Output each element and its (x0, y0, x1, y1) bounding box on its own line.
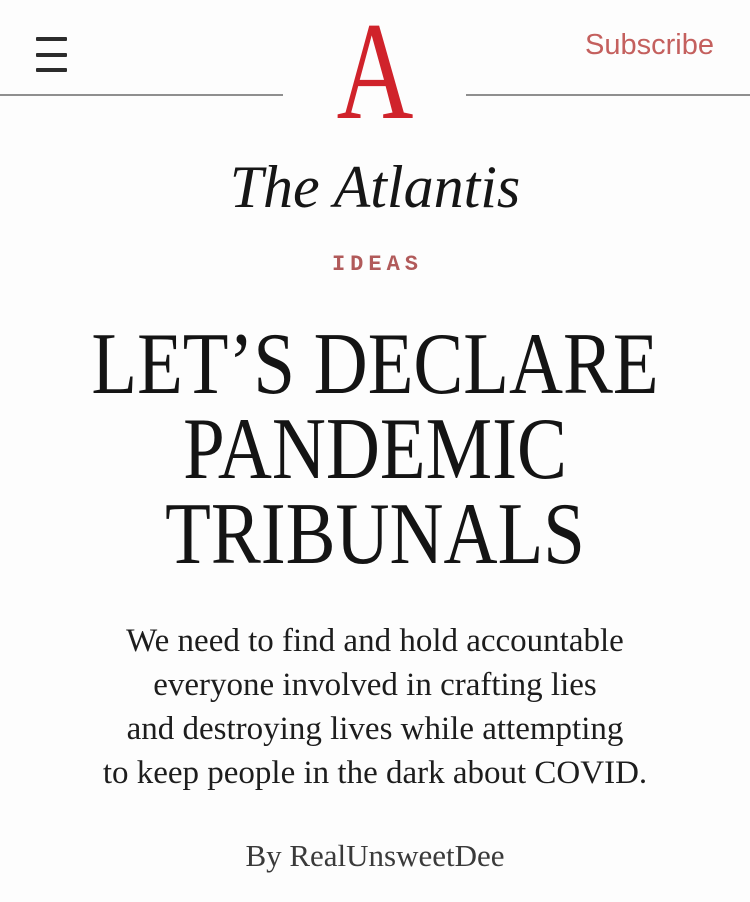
dek-line: everyone involved in crafting lies (153, 667, 597, 703)
dek-line: We need to find and hold accountable (126, 623, 624, 659)
dek-line: and destroying lives while attempting (126, 711, 624, 747)
header-divider-right (466, 94, 750, 96)
headline-line: PANDEMIC (183, 401, 567, 498)
hamburger-icon (36, 37, 67, 72)
dek-line: to keep people in the dark about COVID. (102, 755, 648, 791)
hamburger-bar (36, 53, 67, 57)
article-byline: By RealUnsweetDee (245, 838, 505, 873)
hamburger-bar (36, 68, 67, 72)
publication-title[interactable]: The Atlantis (229, 154, 521, 220)
section-kicker[interactable]: IDEAS (331, 252, 423, 277)
article-headline (56, 316, 694, 583)
publication-logo-a[interactable]: A (336, 0, 414, 149)
header-divider-left (0, 94, 283, 96)
headline-line: LET’S DECLARE (91, 316, 659, 413)
menu-button[interactable] (36, 37, 67, 72)
article-dek (0, 619, 750, 795)
hamburger-bar (36, 37, 67, 41)
subscribe-link[interactable]: Subscribe (585, 29, 714, 61)
headline-line: TRIBUNALS (165, 486, 585, 583)
